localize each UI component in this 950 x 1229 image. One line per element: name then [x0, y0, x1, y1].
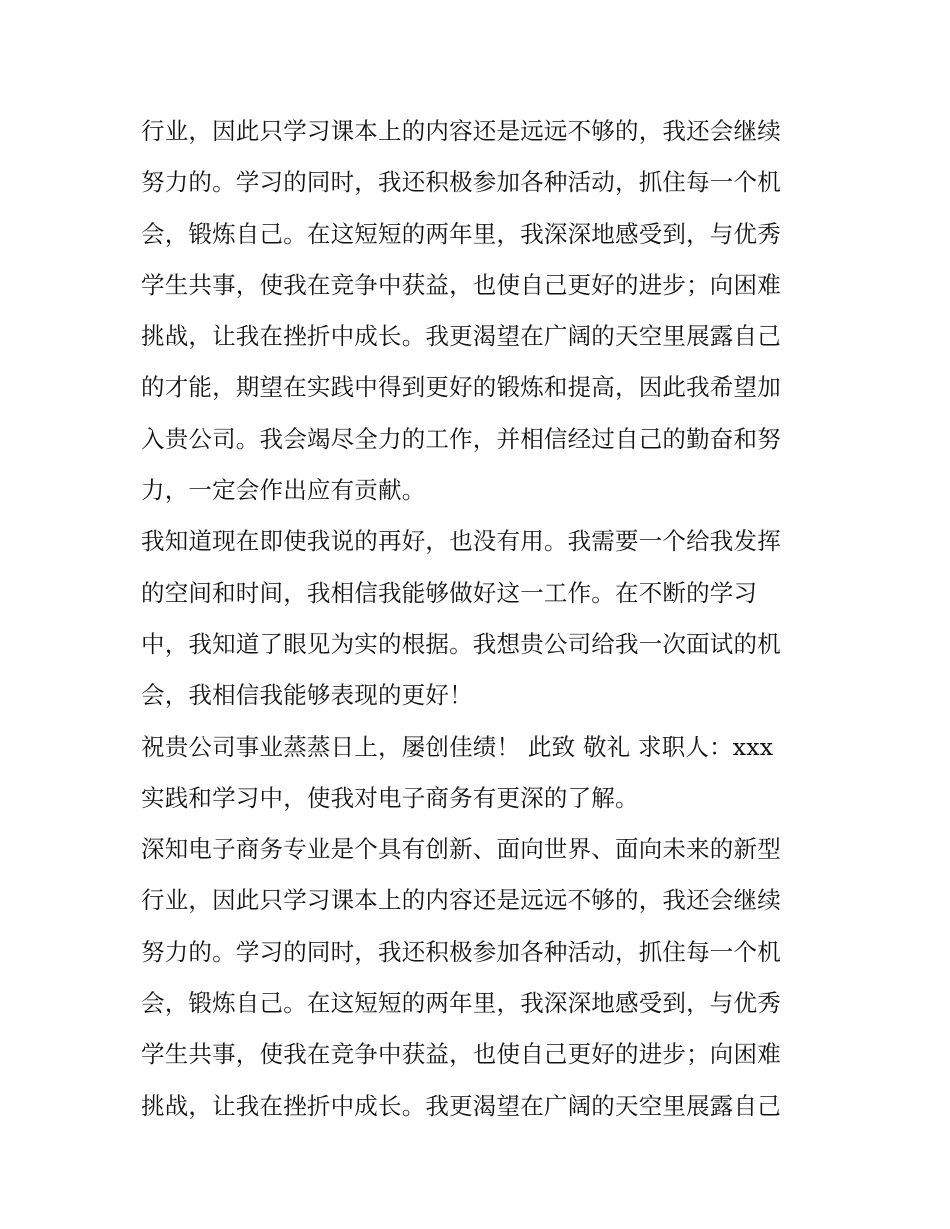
text-line: 会，锻炼自己。在这短短的两年里，我深深地感受到，与优秀	[141, 219, 781, 248]
body-text	[141, 106, 821, 1132]
text-line: 中，我知道了眼见为实的根据。我想贵公司给我一次面试的机	[141, 629, 781, 658]
text-line: 实践和学习中，使我对电子商务有更深的了解。	[141, 783, 639, 812]
text-line: 学生共事，使我在竞争中获益，也使自己更好的进步；向困难	[141, 270, 781, 299]
text-line: 入贵公司。我会竭尽全力的工作，并相信经过自己的勤奋和努	[141, 424, 781, 453]
text-line: 会，锻炼自己。在这短短的两年里，我深深地感受到，与优秀	[141, 989, 781, 1018]
text-line: 力，一定会作出应有贡献。	[141, 476, 426, 505]
text-line: 行业，因此只学习课本上的内容还是远远不够的，我还会继续	[141, 117, 781, 145]
text-line: 会，我相信我能够表现的更好！	[141, 681, 473, 710]
text-line: 行业，因此只学习课本上的内容还是远远不够的，我还会继续	[141, 886, 781, 915]
text-line: 我知道现在即使我说的再好，也没有用。我需要一个给我发挥	[141, 527, 781, 556]
text-line: 努力的。学习的同时，我还积极参加各种活动，抓住每一个机	[141, 168, 781, 197]
text-line: 学生共事，使我在竞争中获益，也使自己更好的进步；向困难	[141, 1040, 781, 1069]
text-line: 挑战，让我在挫折中成长。我更渴望在广阔的天空里展露自己	[141, 322, 781, 351]
text-line: 挑战，让我在挫折中成长。我更渴望在广阔的天空里展露自己	[141, 1091, 781, 1120]
text-line: 祝贵公司事业蒸蒸日上，屡创佳绩！ 此致 敬礼 求职人：xxx	[141, 732, 774, 761]
text-line: 深知电子商务专业是个具有创新、面向世界、面向未来的新型	[141, 835, 781, 864]
text-line: 的空间和时间，我相信我能够做好这一工作。在不断的学习	[141, 578, 758, 607]
text-line: 努力的。学习的同时，我还积极参加各种活动，抓住每一个机	[141, 937, 781, 966]
text-line: 的才能，期望在实践中得到更好的锻炼和提高，因此我希望加	[141, 373, 781, 402]
